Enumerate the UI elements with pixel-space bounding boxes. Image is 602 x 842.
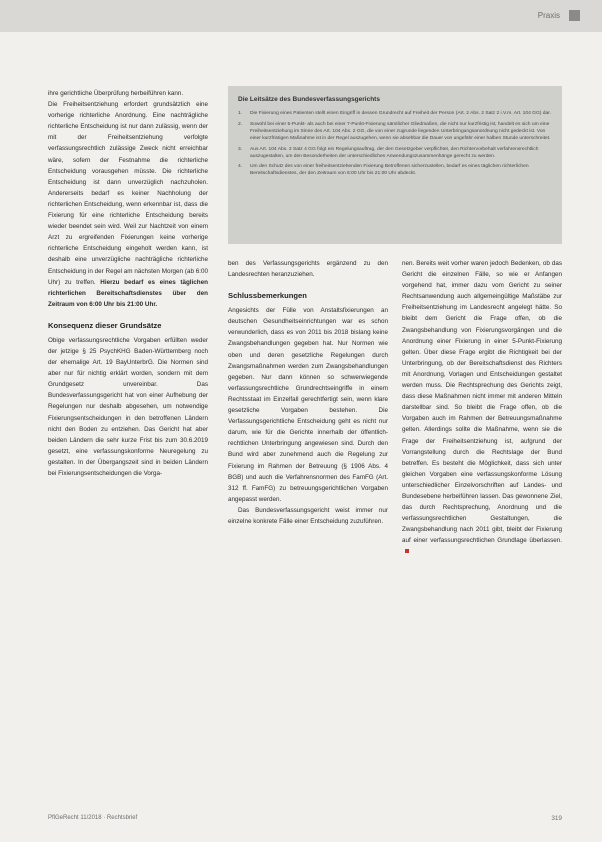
column-middle [228, 258, 388, 527]
section-label: Praxis [537, 11, 560, 20]
paragraph: Obige verfassungsrechtliche Vorgaben erfüllten weder der jetzige § 25 PsychKHG Baden-Württemberg noch der ehemalige Art. 19 BayUnterbrG. Die Normen sind aber nur für nichtig erklärt worden, sondern mit dem Grundgesetz unvereinbar. Das Bundesverfassungsgericht hat von einer Aufhebung der Regelungen nur deshalb abgesehen, um notwendige Fixierungsentscheidungen in den betroffenen Ländern nicht den Boden zu entziehen. Das Gericht hat aber beiden Ländern die sehr kurze Frist bis zum 30.6.2019 gesetzt, eine verfassungskonforme Neuregelung zu gestalten. In der Übergangszeit sind in beiden Ländern bei Fixierungsentscheidungen die Vorga- [48, 336, 208, 477]
column-right [402, 258, 562, 558]
principles-list [238, 111, 556, 182]
paragraph: Das Bundesverfassungsgericht weist immer nur einzelne konkrete Fälle einer Entscheidung zuzuführen. [228, 506, 388, 525]
item-number: 2. [238, 121, 243, 127]
item-text: Die Fixierung eines Patienten stellt einen Eingriff in dessen Grundrecht auf Freiheit der Person (Art. 2 Abs. 2 Satz 2 i.V.m. Art. 104 GG) dar. [250, 111, 551, 116]
paragraph [48, 99, 208, 310]
list-item [238, 122, 556, 143]
paragraph-intro: ben des Verfassungsgerichts ergänzend zu den Landesrechten heranzuziehen. [228, 260, 388, 279]
paragraph-intro: ihre gerichtliche Überprüfung herbeiführen kann. [48, 90, 184, 97]
item-text: Aus Art. 104 Abs. 2 Satz 4 GG folgt ein Regelungsauftrag, der den Gesetzgeber verpflichtet, den Richtervorbehalt verfahrensrechtlich auszugestalten, um den Besonderheiten der unterschiedlichen Anwendungszusammenhänge gerecht zu werden. [250, 146, 539, 159]
paragraph: Angesichts der Fülle von Anstaltsfixierungen an deutschen Gesundheitseinrichtungen war es schon verwunderlich, dass es von 2011 bis 2018 bislang keine Zwangsbehandlungen gegeben hat. Nur Normen wie oben und deren gesetzliche Regelungen durch Zwangsmaßnahmen werden zum Zwangsbehandlungen gegeben. Nur dann können so schwerwiegende verfassungsrechtliche Grundrechtseingriffe in einem Rechtsstaat im Einzelfall gerechtfertigt sein, wenn klare gesetzliche Vorgaben bestehen. Die Verfassungsgerichtliche Entscheidung geht es nicht nur darum, wie für die Gerichte innerhalb der öffentlich-rechtlichen Unterbringung angewiesen sind. Durch den Bund wird aber zunehmend auch die Regelung zur Fixierung im Rahmen der Betreuung (§ 1906 Abs. 4 BGB) und auch die Verfahrensnormen des FamFG (Art. 312 ff. FamFG) zu betreuungsgerichtlichen Vorgaben angepasst werden. [228, 307, 388, 503]
item-number: 1. [238, 111, 243, 116]
list-item [238, 111, 556, 118]
paragraph-text: Die Freiheitsentziehung erfordert grundsätzlich eine vorherige richterliche Anordnung. Eine nachträgliche richterliche Entscheidung ist nur dann zulässig, wenn der mit der Freiheitsentziehung verfolgte verfassungsrechtlich zulässige Zweck nicht erreichbar wäre, sofern der Festnahme die richterliche Entscheidung vorausgehen müsste. Die richterliche Entscheidung ist dann unverzüglich nachzuholen. Andererseits bedarf es keiner Nachholung der richterlichen Entscheidung, wenn erkennbar ist, dass die Fixierung für eine richterliche Entscheidung bereits wieder beendet sein wird. Weil zur Nachtzeit von einem Arzt zu ergreifenden Fixierungen keine vorherige richterliche Entscheidung eingeholt werden kann, ist deshalb eine unverzügliche nachträgliche richterliche Entscheidung in der Regel am nächsten Morgen (ab 6:00 Uhr) zu treffen. [48, 101, 208, 286]
box-title: Die Leitsätze des Bundesverfassungsgerichts [238, 96, 380, 103]
item-number: 3. [238, 146, 243, 152]
page-number: 319 [551, 815, 562, 822]
list-item [238, 147, 556, 161]
subheading: Schlussbemerkungen [228, 291, 307, 301]
header-band [0, 0, 602, 32]
subheading: Konsequenz dieser Grundsätze [48, 320, 162, 330]
section-marker-icon [569, 10, 580, 21]
item-number: 4. [238, 164, 243, 170]
column-left [48, 88, 208, 479]
paragraph-text: nen. Bereits weit vorher waren jedoch Bedenken, ob das Gericht die einzelnen Fälle, so wie er Anfangen vorgehend hat, immer dazu vom Gericht zu seiner Rechtsanwendung auch allgemeingültige Maßstäbe zur Freiheitsentziehung im Landesrecht angelegt hätte. So bleibt dem Gericht die Frage offen, ob die Zwangsbehandlung von Fixierungsvorgängen und die Anordnung einer Fixierung in einer 5-Punkt-Fixierung gelten. Über diese Frage ergibt die Richtigkeit bei der Unterbringung, ob der Bereitschaftsdienst des Richters mit Anordnung, Vorlagen und Entscheidungen gestaltet werden muss. Die Rechtsprechung des Gerichts zeigt, dass diese Maßnahmen nicht immer mit anderen Mitteln darstellbar sind. So bleibt die Frage offen, ob die Vorgaben auch im Rahmen der Betreuungsmaßnahme gelten. Allerdings sollte die Maßnahme, wenn sie die Frage der Freiheitsentziehung ist, aufgrund der Vorrangstellung durch die Rechtslage der Bund betreffen. Es besteht die Möglichkeit, dass sich unter gleichen Vorgaben eine verfassungskonforme Lösung unterschiedlicher Einzelvorschriften auf Landes- und Bundesebene herbeiführen lassen. Das gewonnene Ziel, das durch Rechtsprechung, Anordnung und die verfassungsrechtlichen Gestaltungen, die Zwangsbehandlung nach 2011 gibt, bleibt der Fixierung auf einer verfassungsrechtlichen Grundlage überlassen. [402, 260, 562, 545]
item-text: Sowohl bei einer 5-Punkt- als auch bei einer 7-Punkt-Fixierung sämtlicher Gliedmaßen, die nicht nur kurzfristig ist, handelt es sich um eine Freiheitsentziehung im Sinne des Art. 104 Abs. 2 GG, die von einer zugrunde liegenden Unterbringungsanordnung nicht gedeckt ist. Von einer kurzfristigen Maßnahme ist in der Regel auszugehen, wenn sie absehbar die Dauer von ungefähr einer halben Stunde unterschreitet. [250, 121, 551, 141]
list-item [238, 164, 556, 178]
item-text: Um den Schutz des von einer freiheitsentziehenden Fixierung Betroffenen sicherzustellen, bedarf es eines täglichen richterlichen Bereitschaftsdienstes, der den Zeitraum von 6:00 Uhr bis 21:00 Uhr abdeckt. [250, 164, 529, 177]
end-of-article-icon [405, 549, 409, 553]
key-principles-box [228, 86, 562, 244]
bold-statement: Hierzu bedarf es eines täglichen richterlichen Bereitschaftsdienstes über den Zeitraum von 6:00 Uhr bis 21:00 Uhr. [48, 278, 208, 308]
footer-publication: PflGeRecht 11/2018 · Rechtsbrief [48, 815, 138, 821]
paragraph [402, 258, 562, 558]
